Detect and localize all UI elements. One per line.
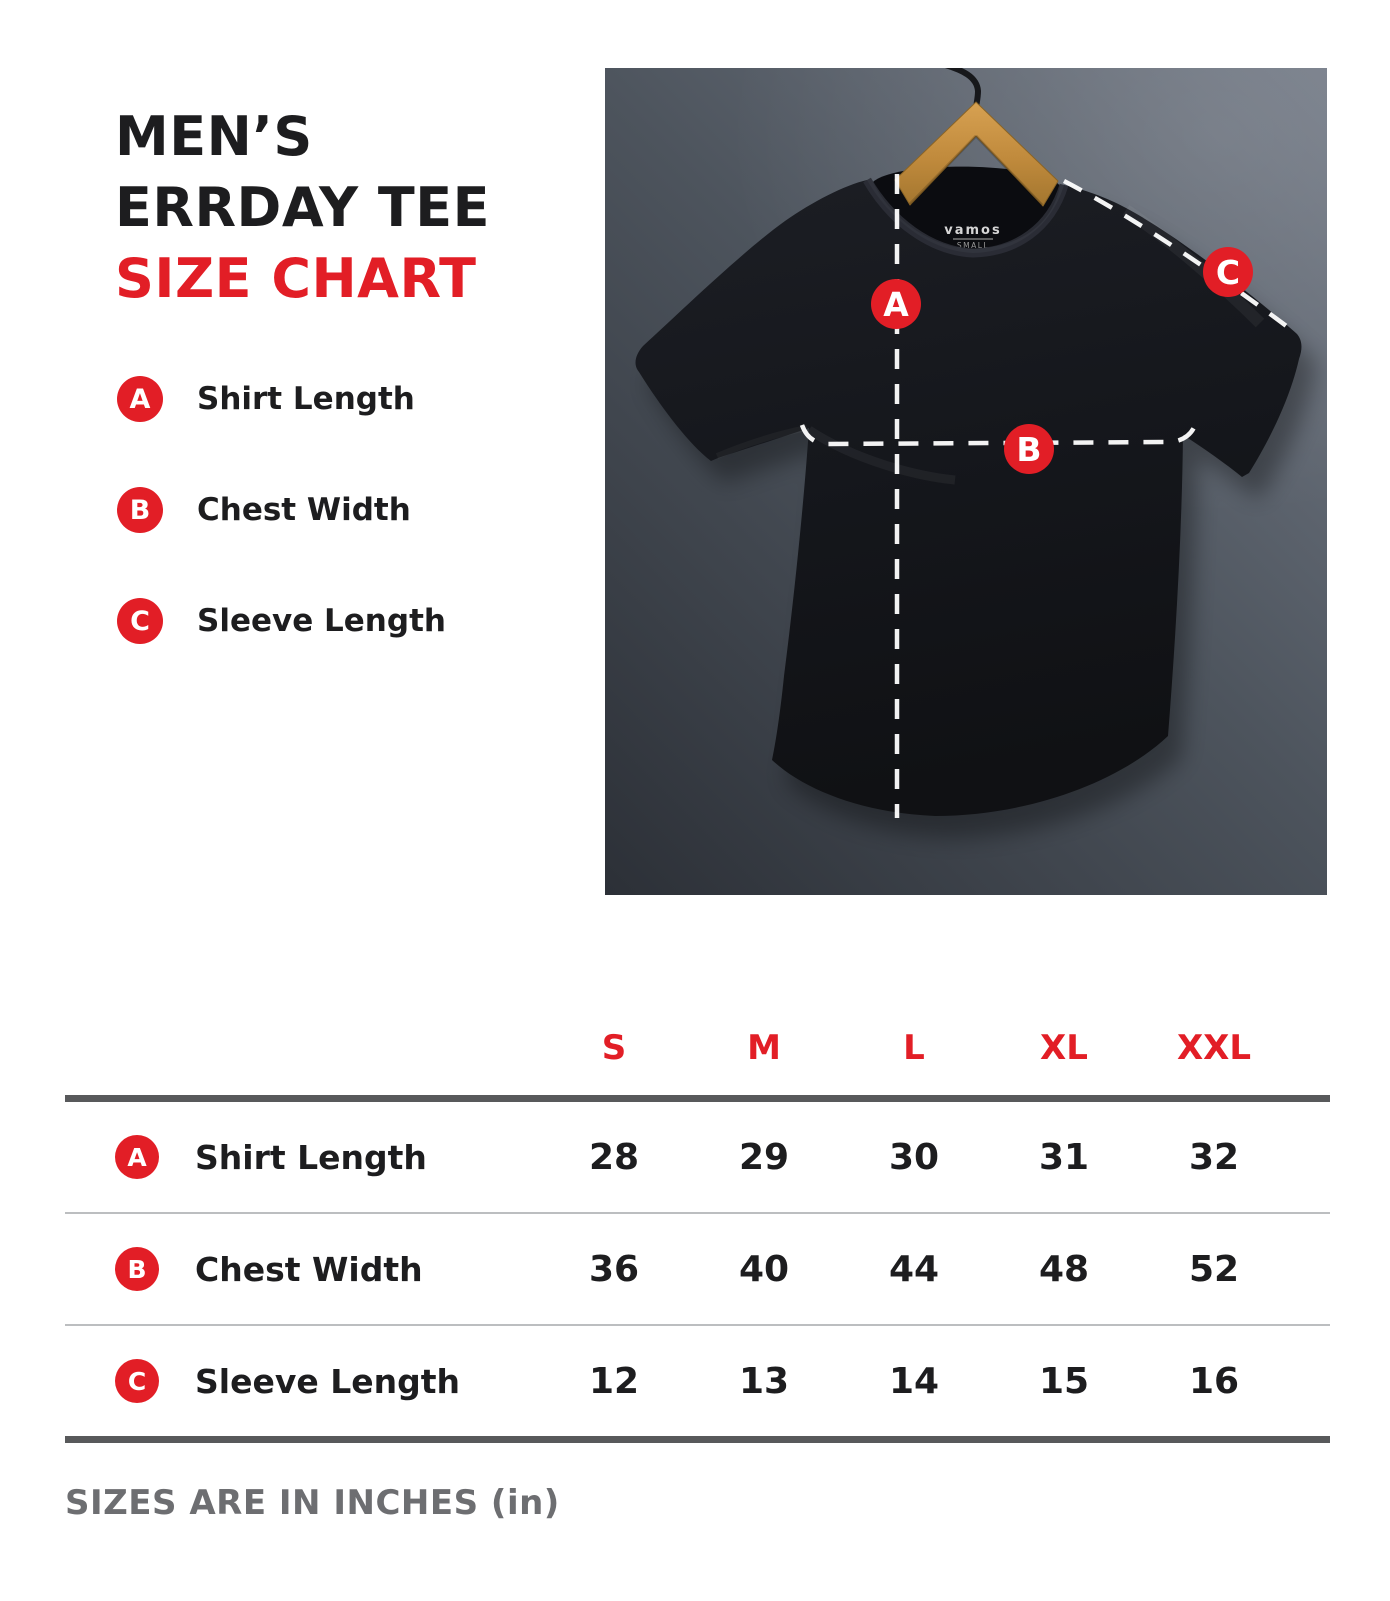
legend-label: Chest Width xyxy=(197,492,411,528)
marker-b-badge: B xyxy=(115,1247,159,1291)
cell-sleeve-length-l: 14 xyxy=(888,1360,940,1402)
row-label xyxy=(65,1135,539,1179)
column-header-m: M xyxy=(747,1027,781,1068)
table-rule-bottom xyxy=(65,1436,1330,1443)
row-label xyxy=(65,1247,539,1291)
size-table-header xyxy=(65,1000,1330,1095)
marker-b-letter: B xyxy=(1016,430,1042,469)
cell-chest-width-s: 36 xyxy=(588,1248,640,1290)
table-row-chest-width xyxy=(65,1214,1330,1324)
marker-a-badge: A xyxy=(115,1135,159,1179)
measurement-legend xyxy=(117,376,446,709)
marker-c-badge: C xyxy=(117,598,163,644)
cell-chest-width-l: 44 xyxy=(888,1248,940,1290)
cell-chest-width-m: 40 xyxy=(738,1248,790,1290)
cell-shirt-length-xl: 31 xyxy=(1038,1136,1090,1178)
cell-chest-width-xl: 48 xyxy=(1038,1248,1090,1290)
cell-sleeve-length-m: 13 xyxy=(738,1360,790,1402)
row-label-text: Sleeve Length xyxy=(195,1361,461,1401)
size-table xyxy=(65,1000,1330,1443)
column-header-s: S xyxy=(601,1027,627,1068)
cell-shirt-length-m: 29 xyxy=(738,1136,790,1178)
marker-c-letter: C xyxy=(1215,253,1241,292)
marker-c xyxy=(1203,247,1253,297)
row-label-text: Shirt Length xyxy=(195,1137,427,1177)
units-note: SIZES ARE IN INCHES (in) xyxy=(65,1483,560,1523)
table-row-shirt-length xyxy=(65,1102,1330,1212)
cell-shirt-length-s: 28 xyxy=(588,1136,640,1178)
cell-sleeve-length-xl: 15 xyxy=(1038,1360,1090,1402)
marker-b xyxy=(1004,424,1054,474)
title-line-1: MEN’S xyxy=(115,105,313,168)
marker-a xyxy=(871,279,921,329)
tee-brand-label: vamos xyxy=(944,223,1002,238)
column-header-l: L xyxy=(903,1027,925,1068)
marker-b-badge: B xyxy=(117,487,163,533)
legend-item-sleeve-length xyxy=(117,598,446,644)
marker-c-badge: C xyxy=(115,1359,159,1403)
tshirt-measurement-graphic xyxy=(605,68,1327,895)
marker-a-badge: A xyxy=(117,376,163,422)
legend-label: Shirt Length xyxy=(197,381,415,417)
title-line-3: SIZE CHART xyxy=(115,247,477,310)
tee-size-label: SMALL xyxy=(956,241,990,250)
cell-sleeve-length-s: 12 xyxy=(588,1360,640,1402)
column-header-xl: XL xyxy=(1040,1027,1088,1068)
product-photo xyxy=(605,68,1327,895)
column-header-xxl: XXL xyxy=(1176,1027,1252,1068)
page-title xyxy=(115,101,490,314)
cell-shirt-length-l: 30 xyxy=(888,1136,940,1178)
row-label-text: Chest Width xyxy=(195,1249,423,1289)
title-line-2: ERRDAY TEE xyxy=(115,176,491,239)
cell-chest-width-xxl: 52 xyxy=(1188,1248,1240,1290)
hanger-hook-icon xyxy=(942,68,978,107)
marker-a-letter: A xyxy=(883,285,909,324)
cell-sleeve-length-xxl: 16 xyxy=(1188,1360,1240,1402)
legend-label: Sleeve Length xyxy=(197,603,446,639)
legend-item-chest-width xyxy=(117,487,446,533)
table-row-sleeve-length xyxy=(65,1326,1330,1436)
legend-item-shirt-length xyxy=(117,376,446,422)
cell-shirt-length-xxl: 32 xyxy=(1188,1136,1240,1178)
table-rule-top xyxy=(65,1095,1330,1102)
row-label xyxy=(65,1359,539,1403)
